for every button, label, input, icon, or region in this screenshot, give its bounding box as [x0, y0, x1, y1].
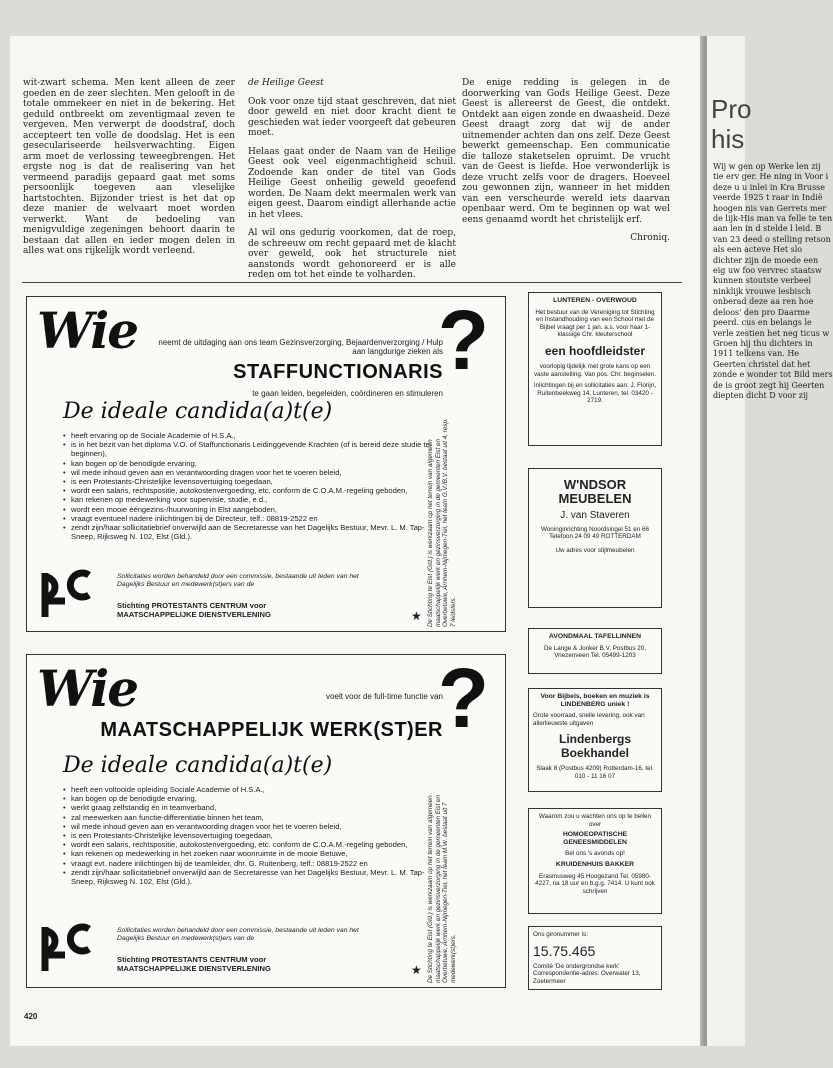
requirement-item: • is een Protestants-Christelijke levensovertuiging toegedaan,: [63, 477, 439, 486]
requirement-item: • heeft een voltooide opleiding Sociale Academie of H.S.A.,: [63, 785, 439, 794]
right-page-title: Pro his: [711, 94, 752, 154]
ad-note: Sollicitaties worden behandeld door een commissie, bestaande uit leden van het Dagelijks Bestuur en medewerk(st)ers van de: [117, 573, 359, 588]
requirement-item: • wil mede inhoud geven aan en verantwoording dragen voor het te voeren beleid,: [63, 468, 439, 477]
ad-organisation: [117, 955, 387, 973]
classified-text: Het bestuur van de Vereniging tot Stichting en Instandhouding van een School met de Bijbel vraagt per 1 jan. a.s. voor haar 1-klassige Chr. kleuterschool: [535, 308, 655, 339]
requirement-item: • is in het bezit van het diploma V.O. of Staffunctionaris Leidinggevende Krachten (of is bereid deze studie te beginnen),: [63, 440, 439, 458]
classified-heading: HOMOEOPATISCHE GENEESMIDDELEN: [562, 831, 628, 846]
classified-title: W'NDSOR MEUBELEN: [558, 477, 632, 506]
ad-intro: voelt voor de full-time functie van: [326, 692, 443, 701]
ad-intro: neemt de uitdaging aan ons team Gezinsverzorging, Bejaardenverzorging / Hulp aan langdurige zieken als: [158, 338, 443, 356]
divider: [22, 282, 682, 283]
classified-windsor: [528, 468, 662, 608]
giro-number: 15.75.465: [533, 942, 596, 959]
requirement-item: • wordt een salaris, rechtspositie, autokostenvergoeding, etc. conform de C.O.A.M.-regeling geboden,: [63, 486, 439, 495]
article-column-2: [248, 78, 456, 289]
pcmd-logo: [39, 921, 107, 977]
requirement-item: • wordt een mooie ééngezins-/huurwoning in Elst aangeboden,: [63, 505, 439, 514]
classified-text: Ons gironummer is:: [533, 931, 588, 938]
requirement-item: • kan bogen op de benodigde ervaring,: [63, 459, 439, 468]
classified-text: Waarom zou u wachten ons op te bellen over: [538, 813, 652, 828]
classified-text: Grote voorraad, snelle levering, ook van allerlieuwste uitgaven: [533, 712, 645, 727]
classified-text: voorlopig tijdelijk met grote kans op een vaste aanstelling. Van pos. Chr. beginselen.: [533, 362, 657, 378]
ad-requirements-list: [63, 431, 439, 541]
classified-heading: Voor Bijbels, boeken en muziek is LINDENBERG uniek !: [540, 693, 650, 708]
org-line: Stichting PROTESTANTS CENTRUM voor: [117, 601, 267, 610]
pcmd-logo: [39, 567, 107, 623]
article-paragraph: Al wil ons gedurig voorkomen, dat de roep, de schreeuw om recht gepaard met de klacht over geweld, ook het structurele niet aanstonds wordt gehonoreerd er is alle reden om tot het einde te volharden.: [248, 228, 456, 280]
requirement-item: • vraagt eventueel nadere inlichtingen bij de Directeur, telf.: 08819-2522 en: [63, 514, 439, 523]
right-page-text: Wij w gen op Werke len zij tie erv ger. He ning in Voor i deze u u inlei in Kra Brusse veerde 1925 t raar in Indië hoogen nis van Gerrets mer de lijk-His man va felle te ten aan len in d stelde l leid. B van 23 deed o stelling retson als een acteve Het slo dichter zijn de moede een eig uw foo vervrec staatsw kunnen stoutste verbeel ninklijk vrouwe lesbisch onberad deze aa ren hoe deloos' den pro Daarme peerd. cus en belangs le verle zestien het neg ticus w Groen hij thu dichters in 1911 telkens van. He Geerten christel dat het zonde e wonder tot Bild mers de is groot zegt hij Geerten diepten dicht D voor zij: [713, 162, 833, 400]
ad-role-title: STAFFUNCTIONARIS: [233, 361, 443, 383]
article-paragraph: wit-zwart schema. Men kent alleen de zeer goeden en de zeer slechten. Men gelooft in de totale ommekeer en niet in de bekering. Het geduld ontbreekt om zeventigmaal zeven te vergeven. Men verwerpt de doodstraf, doch accepteert ten volle de doodslag. Het is een geseculariseerde heilsverwachting. Eigen arm moet de verlossing teweegbrengen. Het ergste nog is dat de realisering van het vermeend paradijs gepaard gaat met soms persoonlijk toegeven aan vleselijke hartstochten. Bijzonder triest is het dat op deze manier de welvaart moet worden verwerkt. Want de bedoeling van menigvuldige zegeningen behoort daarin te bestaan dat allen en ieder mogen delen in alles wat ons rijkelijk wordt verleend.: [23, 78, 235, 256]
page-number: 420: [24, 1012, 38, 1021]
classified-title: KRUIDENHUIS BAKKER: [555, 860, 635, 868]
classified-name: J. van Staveren: [560, 510, 630, 521]
org-line: Stichting PROTESTANTS CENTRUM voor: [117, 955, 267, 964]
classified-tagline: Uw adres voor stijlmeubelen: [555, 546, 635, 554]
requirement-item: • wil mede inhoud geven aan en verantwoording dragen voor het te voeren beleid,: [63, 822, 439, 831]
classified-heading: LUNTEREN - OVERWOUD: [553, 297, 637, 304]
ad-ideal-candidate-heading: De ideale candida(a)t(e): [63, 753, 333, 778]
classified-text: De Lange & Jonker B.V. Postbus 20, Vriezenveen Tel. 05499-1203: [544, 644, 646, 660]
classified-address: Slaak 8 (Postbus 4209) Rotterdam-16, tel. 010 - 11 16 07: [536, 765, 654, 780]
ad-role-title: MAATSCHAPPELIJK WERK(ST)ER: [100, 719, 443, 741]
requirement-item: • zendt zijn/haar sollicitatiebrief onverwijld aan de Secretaresse van het Dagelijks Bestuur, Mevr. L. M. Tap-Sneep, Rijksweg N. 102, Elst (Gld.).: [63, 523, 439, 541]
ad-note: Sollicitaties worden behandeld door een commissie, bestaande uit leden van het Dagelijks Bestuur en medewerk(st)ers van de: [117, 927, 359, 942]
vertical-text: De Stichting te Elst (Gld.) is werkzaam op het terrein van algemeen maatschappelijk werk en gezinsverzorging in de gemeenten Elst en Overbetuwe, Arnhem-Nijmegen-Tiel, het team G.V./B.V. bestaat uit 4, resp. 7 leidsters.: [427, 418, 457, 627]
requirement-item: • zal meewerken aan functie-differentiatie binnen het team,: [63, 813, 439, 822]
ad-subtitle: te gaan leiden, begeleiden, coördineren en stimuleren: [252, 389, 443, 398]
ad-wie-heading: Wie: [37, 301, 138, 360]
section-heading: de Heilige Geest: [248, 78, 324, 88]
classified-address: Woninginrichting Noordsingel 51 en 66 Telefoon 24 09 49 ROTTERDAM: [540, 525, 650, 541]
org-line: MAATSCHAPPELIJKE DIENSTVERLENING: [117, 964, 271, 973]
classified-kruidenhuis: [528, 808, 662, 914]
star-icon: ★: [411, 609, 422, 623]
classified-lunteren: [528, 292, 662, 446]
question-mark-graphic: ?: [437, 651, 489, 745]
classified-title: een hoofdleidster: [544, 343, 645, 358]
ad-organisation: [117, 601, 387, 619]
ad-vertical-text: [425, 771, 501, 983]
article-paragraph: Helaas gaat onder de Naam van de Heilige Geest ook veel eigenmachtigheid schuil. Zodoende kan onder de titel van Gods Heilige Geest onheilig geweld geoefend worden. De Naam dekt meermalen werk van eigen geest. Daarom eindigt allerhande actie in het vlees.: [248, 146, 456, 220]
classified-title: Lindenbergs Boekhandel: [558, 732, 631, 761]
requirement-item: • zendt zijn/haar sollicitatiebrief onverwijld aan de Secretaresse van het Dagelijks Bestuur, Mevr. L. M. Tap-Sneep, Rijksweg N. 102, Elst (Gld.).: [63, 868, 439, 886]
requirement-item: • is een Protestants-Christelijke levensovertuiging toegedaan,: [63, 831, 439, 840]
requirement-item: • kan rekenen op medewerking voor supervisie, studie, e.d.,: [63, 495, 439, 504]
classified-heading: AVONDMAAL TAFELLINNEN: [548, 633, 642, 640]
question-mark-graphic: ?: [437, 293, 489, 387]
right-page-edge: [705, 36, 833, 1046]
ad-requirements-list: [63, 785, 439, 886]
ad-ideal-candidate-heading: De ideale candida(a)t(e): [63, 399, 333, 424]
requirement-item: • kan rekenen op medewerking in het zoeken naar woonruimte in de mooie Betuwe,: [63, 849, 439, 858]
classified-avondmaal: [528, 628, 662, 674]
ad-vertical-text: [425, 415, 501, 627]
star-icon: ★: [411, 963, 422, 977]
article-paragraph: Ook voor onze tijd staat geschreven, dat niet door geweld en niet door kracht dient te geschieden wat ieder voorgeeft dat gebeuren moet.: [248, 96, 456, 138]
job-ad-staffunctionaris: [26, 293, 506, 632]
ad-wie-heading: Wie: [37, 659, 138, 718]
requirement-item: • werkt graag zelfstandig én in teamverband,: [63, 803, 439, 812]
requirement-item: • vraagt evt. nadere inlichtingen bij de teamleider, dhr. G. Ruitenberg, telf.: 08819-2522 en: [63, 859, 439, 868]
classified-lindenberg: [528, 688, 662, 792]
org-line: MAATSCHAPPELIJKE DIENSTVERLENING: [117, 610, 271, 619]
classified-text: Bel ons 's avonds op!: [565, 850, 625, 858]
classified-address: Erasmusweg 45 Hoogezand Tel. 05980-4227, na 18 uur en b.g.g. 7414. U kunt ook schrijven: [535, 872, 655, 895]
article-paragraph: De enige redding is gelegen in de doorwerking van Gods Heilige Geest. Deze Geest is allereerst de Geest, die ontdekt. Ontdekt aan eigen zonde en dwaasheid. Deze Geest draagt zorg dat wij de ander uitnemender achten dan ons zelf. Deze Geest bewerkt gemeenschap. Een communicatie die talloze staketselen opruimt. De vrucht van de Geest is liefde. Hoe verwonderlijk is deze vrucht zelfs voor de dragers. Hoeveel zou gewonnen zijn, wanneer in het midden van een verscheurde wereld iets daarvan openbaar werd. Om te beginnen op wat wel eens genaamd wordt het christelijk erf.: [462, 78, 670, 225]
classified-text: Inlichtingen bij en sollicitaties aan: J. Florijn, Ruitenbeekweg 14, Lunteren, tel. 03420 - 2719.: [533, 382, 657, 405]
article-column-1: [23, 78, 235, 265]
requirement-item: • kan bogen op de benodigde ervaring,: [63, 794, 439, 803]
article-signature: Chroniq.: [630, 233, 670, 243]
job-ad-maatschappelijk-werker: [26, 651, 506, 988]
vertical-text: De Stichting te Elst (Gld.) is werkzaam op het terrein van algemeen maatschappelijk werk en gezinsverzorging in de gemeenten Elst en Overbetuwe, Arnhem-Nijmegen-Tiel, het team M.W. bestaat uit 7 medewerk(st)ers.: [427, 795, 457, 983]
classified-text: Comité 'De ondergrondse kerk' Correspondentie-adres: Overwater 13, Zoetermeer: [533, 962, 641, 985]
requirement-item: • heeft ervaring op de Sociale Academie of H.S.A.,: [63, 431, 439, 440]
article-column-3: [462, 78, 670, 244]
requirement-item: • wordt een salaris, rechtspositie, autokostenvergoeding, etc. conform de C.O.A.M.-regeling geboden,: [63, 840, 439, 849]
classified-ondergrondse-kerk: [528, 926, 662, 990]
